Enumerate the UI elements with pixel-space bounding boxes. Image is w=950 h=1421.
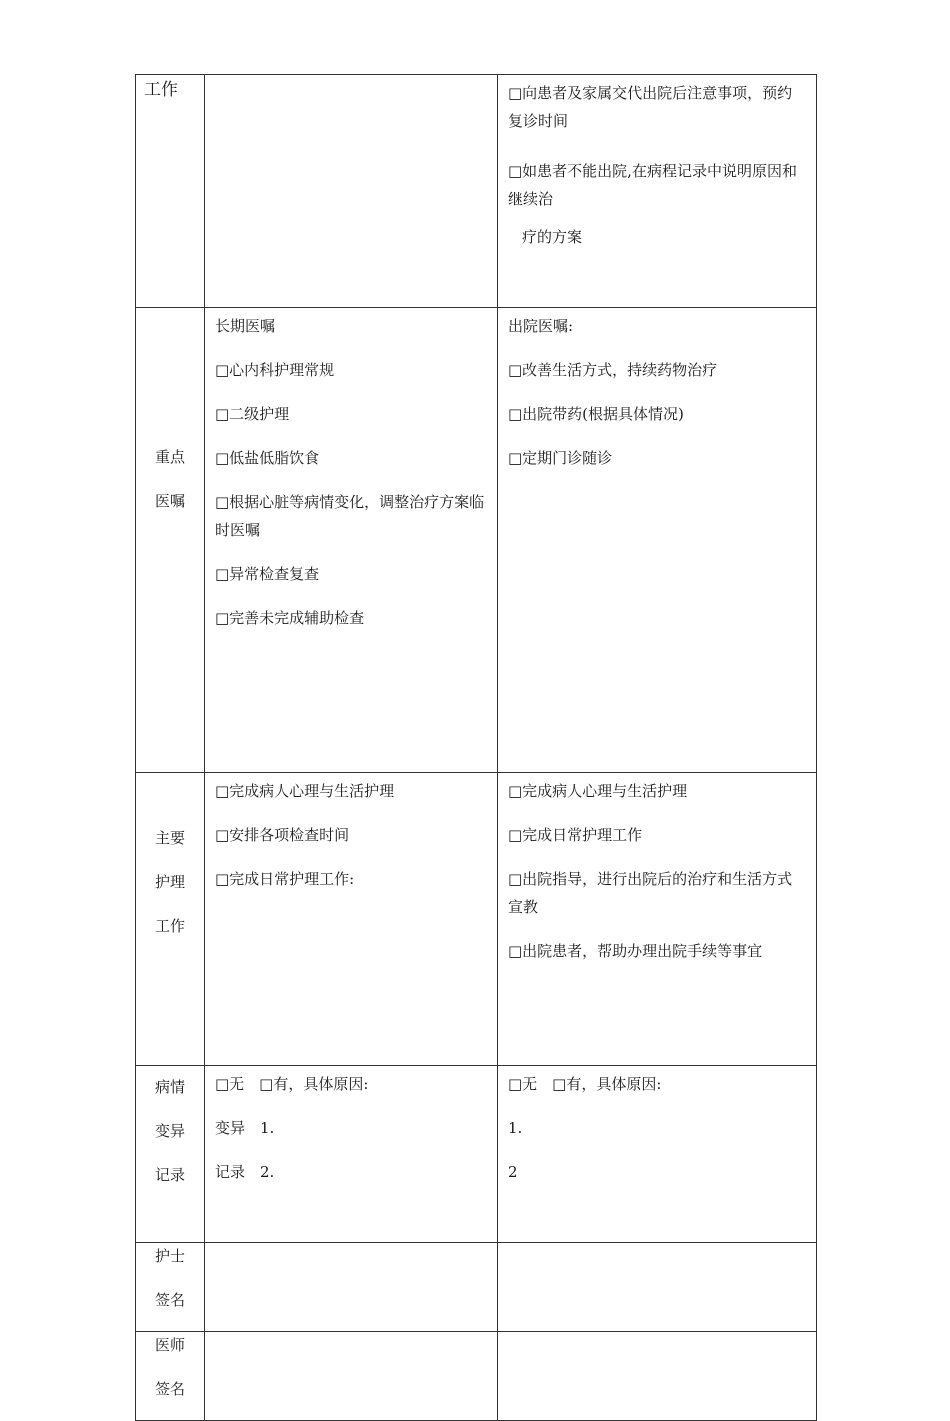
row-key-orders: [136, 308, 817, 773]
day-column-cell: [205, 773, 498, 1066]
order-heading: 出院医嘱:: [508, 317, 574, 335]
checklist-item: □向患者及家属交代出院后注意事项，预约复诊时间: [508, 84, 793, 130]
discharge-column-cell: [498, 308, 817, 773]
row-label-line: 护理: [154, 873, 185, 891]
checklist-item: □完成病人心理与生活护理: [508, 782, 688, 800]
checklist-item: □出院指导，进行出院后的治疗和生活方式宣教: [508, 870, 793, 916]
row-label-line: 变异: [154, 1122, 185, 1140]
row-label-line: 工作: [144, 80, 178, 100]
checklist-item: □完成病人心理与生活护理: [215, 782, 395, 800]
day-column-cell: [205, 75, 498, 308]
checklist-item: □改善生活方式，持续药物治疗: [508, 361, 718, 379]
row-nursing-work: [136, 773, 817, 1066]
discharge-column-cell: [498, 1066, 817, 1243]
row-label-line: 记录: [154, 1166, 185, 1184]
checklist-item-continued: 疗的方案: [522, 228, 583, 246]
variance-line: 2: [508, 1163, 518, 1181]
row-label: [136, 1243, 205, 1332]
nurse-signature-field[interactable]: [498, 1243, 817, 1332]
row-label-line: 签名: [154, 1380, 185, 1398]
checklist-item: □二级护理: [215, 405, 290, 423]
checklist-item: □定期门诊随诊: [508, 449, 613, 467]
row-physician-signature: [136, 1332, 817, 1421]
row-nurse-signature: [136, 1243, 817, 1332]
variance-line: 变异 1.: [215, 1119, 275, 1137]
row-label-line: 病情: [154, 1078, 185, 1096]
row-label-line: 工作: [154, 917, 185, 935]
variance-options: □无 □有，具体原因:: [215, 1075, 369, 1093]
discharge-column-cell: [498, 75, 817, 308]
order-heading: 长期医嘱: [215, 317, 276, 335]
row-work: [136, 75, 817, 308]
variance-options: □无 □有，具体原因:: [508, 1075, 662, 1093]
row-label-line: 医嘱: [154, 492, 185, 510]
row-label: [136, 1332, 205, 1421]
row-label-line: 护士: [154, 1247, 185, 1265]
day-column-cell: [205, 308, 498, 773]
row-label-line: 重点: [154, 448, 185, 466]
discharge-column-cell: [498, 773, 817, 1066]
checklist-item: □心内科护理常规: [215, 361, 335, 379]
checklist-item: □出院带药(根据具体情况): [508, 405, 684, 423]
row-label: [136, 308, 205, 773]
checklist-item: □异常检查复查: [215, 565, 320, 583]
checklist-item: □低盐低脂饮食: [215, 449, 320, 467]
checklist-item: □完成日常护理工作:: [215, 870, 355, 888]
row-label-line: 签名: [154, 1291, 185, 1309]
checklist-item: □完成日常护理工作: [508, 826, 643, 844]
physician-signature-field[interactable]: [498, 1332, 817, 1421]
physician-signature-field[interactable]: [205, 1332, 498, 1421]
row-label: [136, 75, 205, 308]
row-label-line: 主要: [154, 829, 185, 847]
row-variance-record: [136, 1066, 817, 1243]
row-label: [136, 773, 205, 1066]
checklist-item: □根据心脏等病情变化，调整治疗方案临时医嘱: [215, 493, 485, 539]
nurse-signature-field[interactable]: [205, 1243, 498, 1332]
clinical-pathway-table: [135, 74, 817, 1421]
checklist-item: □如患者不能出院,在病程记录中说明原因和继续治: [508, 162, 797, 208]
row-label-line: 医师: [154, 1336, 185, 1354]
checklist-item: □完善未完成辅助检查: [215, 609, 365, 627]
variance-line: 1.: [508, 1119, 523, 1137]
variance-line: 记录 2.: [215, 1163, 275, 1181]
day-column-cell: [205, 1066, 498, 1243]
checklist-item: □安排各项检查时间: [215, 826, 350, 844]
row-label: [136, 1066, 205, 1243]
checklist-item: □出院患者，帮助办理出院手续等事宜: [508, 942, 763, 960]
